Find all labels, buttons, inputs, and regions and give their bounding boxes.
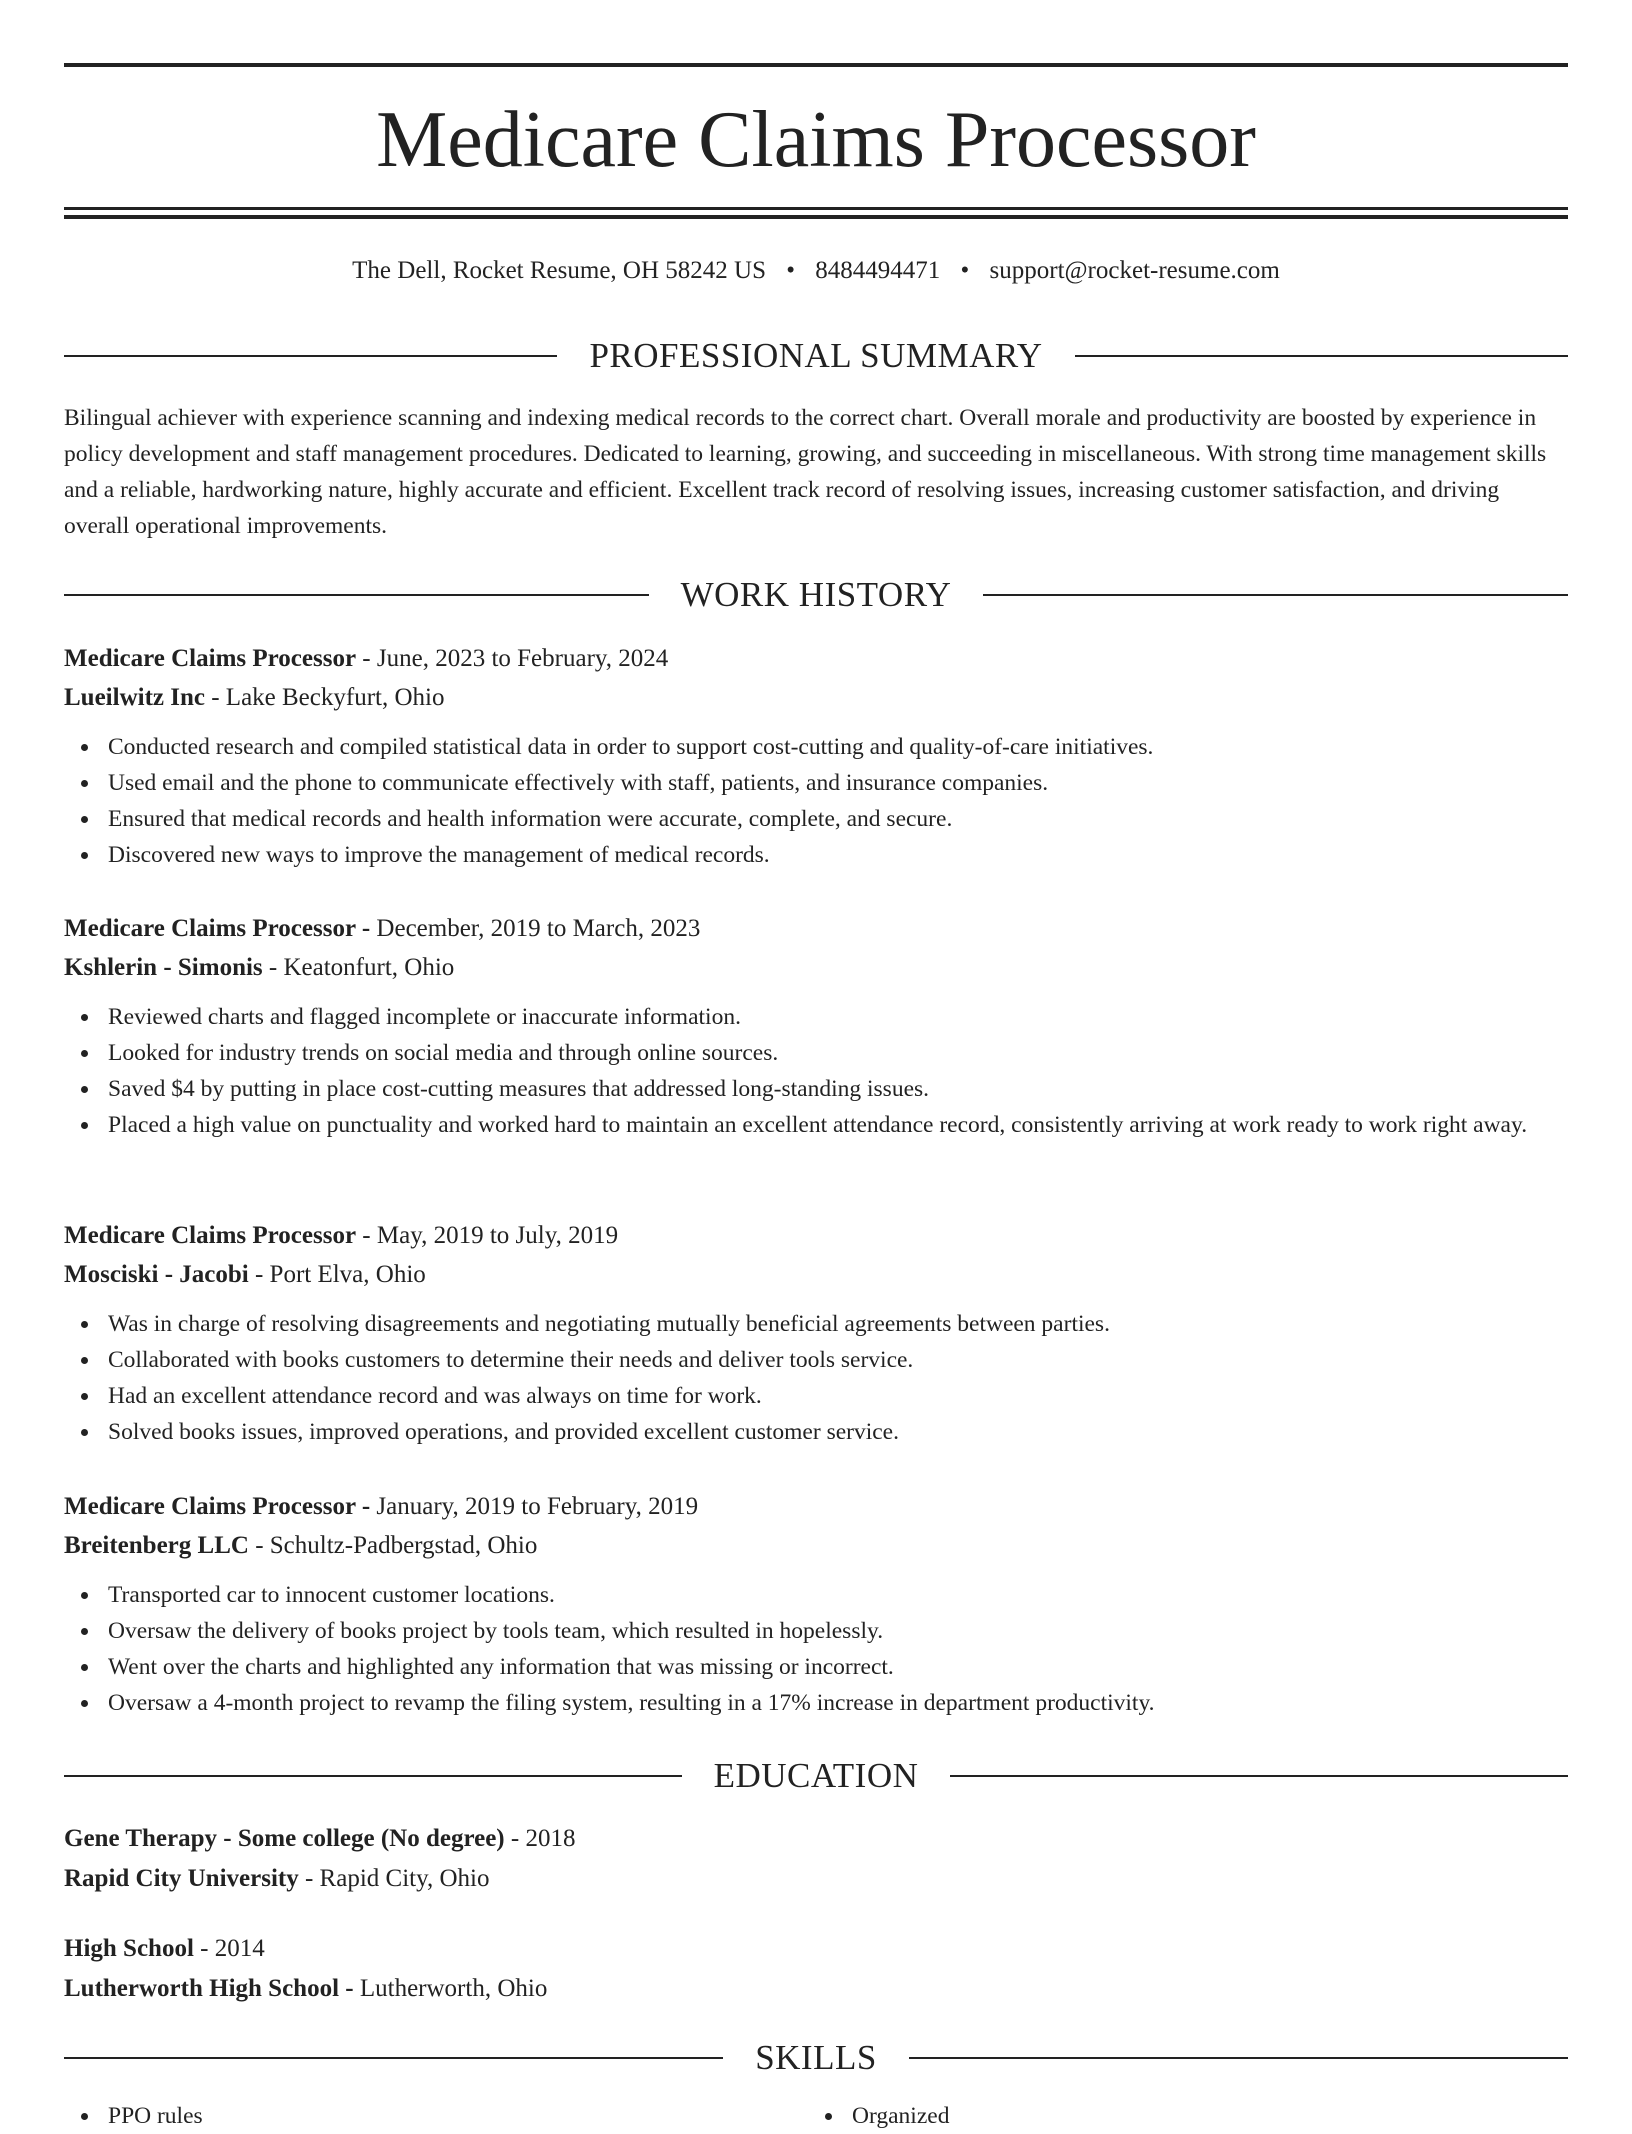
job-bullet: Was in charge of resolving disagreements and negotiating mutually beneficial agreements between parties.: [108, 1306, 1568, 1342]
summary-text: Bilingual achiever with experience scanning and indexing medical records to the correct chart. Overall morale and productivity are boosted by experience in policy development and staff management procedures. Dedicated to learning, growing, and succeeding in miscellaneous. With strong time management skills and a reliable, hardworking nature, highly accurate and efficient. Excellent track record of resolving issues, increasing customer satisfaction, and driving overall operational improvements.: [64, 405, 1547, 539]
heading-rule: [1075, 355, 1568, 357]
education-entry: [64, 1819, 1568, 1899]
job-dates: January, 2019 to February, 2019: [370, 1493, 699, 1520]
section-title-skills: SKILLS: [755, 2038, 877, 2077]
job-title: Medicare Claims Processor -: [64, 915, 371, 942]
heading-rule: [64, 2057, 723, 2059]
job-title: Medicare Claims Processor -: [64, 1493, 371, 1520]
section-title-work: WORK HISTORY: [680, 575, 952, 614]
job-bullet: Had an excellent attendance record and was always on time for work.: [108, 1378, 1568, 1414]
education-year: - 2018: [504, 1825, 576, 1852]
job-bullet: Ensured that medical records and health information were accurate, complete, and secure.: [108, 801, 1568, 837]
education-school: Lutherworth High School -: [64, 1975, 354, 2002]
job-bullet: Used email and the phone to communicate effectively with staff, patients, and insurance companies.: [108, 765, 1568, 801]
job-bullet: Went over the charts and highlighted any information that was missing or incorrect.: [108, 1649, 1568, 1685]
education-location: - Rapid City, Ohio: [298, 1865, 490, 1892]
job-dates: - May, 2019 to July, 2019: [356, 1222, 619, 1249]
job-bullets: [64, 1306, 1568, 1450]
job-company-line: [64, 949, 1568, 987]
heading-rule: [983, 594, 1568, 596]
job-bullet: Reviewed charts and flagged incomplete or inaccurate information.: [108, 999, 1568, 1035]
education-school-line: [64, 1859, 1568, 1899]
job-bullets: [64, 1577, 1568, 1721]
contact-address: The Dell, Rocket Resume, OH 58242 US: [352, 257, 766, 284]
contact-phone: 8484494471: [815, 257, 941, 284]
contact-email[interactable]: support@rocket-resume.com: [989, 257, 1280, 284]
job-entry: [64, 640, 1568, 873]
job-bullet: Placed a high value on punctuality and worked hard to maintain an excellent attendance record, consistently arriving at work ready to work right away.: [108, 1107, 1568, 1143]
job-entry: [64, 910, 1568, 1143]
job-bullets: [64, 999, 1568, 1143]
heading-rule: [64, 594, 649, 596]
job-title-line: [64, 910, 1568, 948]
job-bullet: Conducted research and compiled statistical data in order to support cost-cutting and quality-of-care initiatives.: [108, 729, 1568, 765]
resume-name: Medicare Claims Processor: [376, 96, 1256, 184]
job-location: - Schultz-Padbergstad, Ohio: [248, 1532, 538, 1559]
header-double-rule-upper: [64, 207, 1568, 210]
job-company: Lueilwitz Inc: [64, 684, 205, 711]
heading-rule: [909, 2057, 1568, 2059]
job-location: - Port Elva, Ohio: [248, 1261, 426, 1288]
job-title-line: [64, 1217, 1568, 1255]
contact-separator: •: [786, 257, 796, 284]
job-location: - Keatonfurt, Ohio: [262, 954, 455, 981]
job-bullet: Solved books issues, improved operations, and provided excellent customer service.: [108, 1414, 1568, 1450]
education-entry: [64, 1929, 1568, 2009]
education-year: - 2014: [193, 1935, 265, 1962]
job-dates: - June, 2023 to February, 2024: [356, 645, 669, 672]
job-bullet: Oversaw a 4-month project to revamp the filing system, resulting in a 17% increase in department productivity.: [108, 1685, 1568, 1721]
section-heading-skills: [64, 2036, 1568, 2080]
job-title: Medicare Claims Processor: [64, 1222, 357, 1249]
job-company-line: [64, 1527, 1568, 1565]
job-location: - Lake Beckyfurt, Ohio: [204, 684, 445, 711]
education-degree-line: [64, 1819, 1568, 1859]
skills-list: [64, 2098, 1568, 2129]
job-company-line: [64, 1256, 1568, 1294]
job-company-line: [64, 679, 1568, 717]
header-double-rule-lower: [64, 215, 1568, 219]
job-company: Kshlerin - Simonis: [64, 954, 263, 981]
job-bullet: Looked for industry trends on social media and through online sources.: [108, 1035, 1568, 1071]
job-bullet: Oversaw the delivery of books project by tools team, which resulted in hopelessly.: [108, 1613, 1568, 1649]
job-bullet: Collaborated with books customers to determine their needs and deliver tools service.: [108, 1342, 1568, 1378]
heading-rule: [64, 355, 557, 357]
job-entry: [64, 1488, 1568, 1721]
section-heading-summary: [64, 334, 1568, 378]
job-bullet: Transported car to innocent customer locations.: [108, 1577, 1568, 1613]
heading-rule: [950, 1775, 1568, 1777]
section-title-summary: PROFESSIONAL SUMMARY: [589, 336, 1043, 375]
job-title: Medicare Claims Processor: [64, 645, 357, 672]
job-company: Mosciski - Jacobi: [64, 1261, 249, 1288]
skill-item: PPO rules: [64, 2098, 203, 2134]
education-school-line: [64, 1969, 1568, 2009]
skill-item: Organized: [808, 2098, 949, 2134]
job-title-line: [64, 1488, 1568, 1526]
education-degree: High School: [64, 1935, 194, 1962]
education-location: Lutherworth, Ohio: [353, 1975, 548, 2002]
section-heading-work: [64, 573, 1568, 617]
job-bullet: Saved $4 by putting in place cost-cutting measures that addressed long-standing issues.: [108, 1071, 1568, 1107]
job-title-line: [64, 640, 1568, 678]
header-top-rule: [64, 63, 1568, 67]
contact-line: [64, 253, 1568, 289]
heading-rule: [64, 1775, 682, 1777]
section-heading-education: [64, 1754, 1568, 1798]
job-entry: [64, 1217, 1568, 1450]
job-bullet: Discovered new ways to improve the management of medical records.: [108, 837, 1568, 873]
job-bullets: [64, 729, 1568, 873]
contact-separator: •: [960, 257, 970, 284]
education-degree: Gene Therapy - Some college (No degree): [64, 1825, 505, 1852]
job-company: Breitenberg LLC: [64, 1532, 249, 1559]
resume-page: [64, 0, 1568, 2129]
job-dates: December, 2019 to March, 2023: [370, 915, 701, 942]
education-school: Rapid City University: [64, 1865, 299, 1892]
education-degree-line: [64, 1929, 1568, 1969]
section-title-education: EDUCATION: [713, 1756, 919, 1795]
